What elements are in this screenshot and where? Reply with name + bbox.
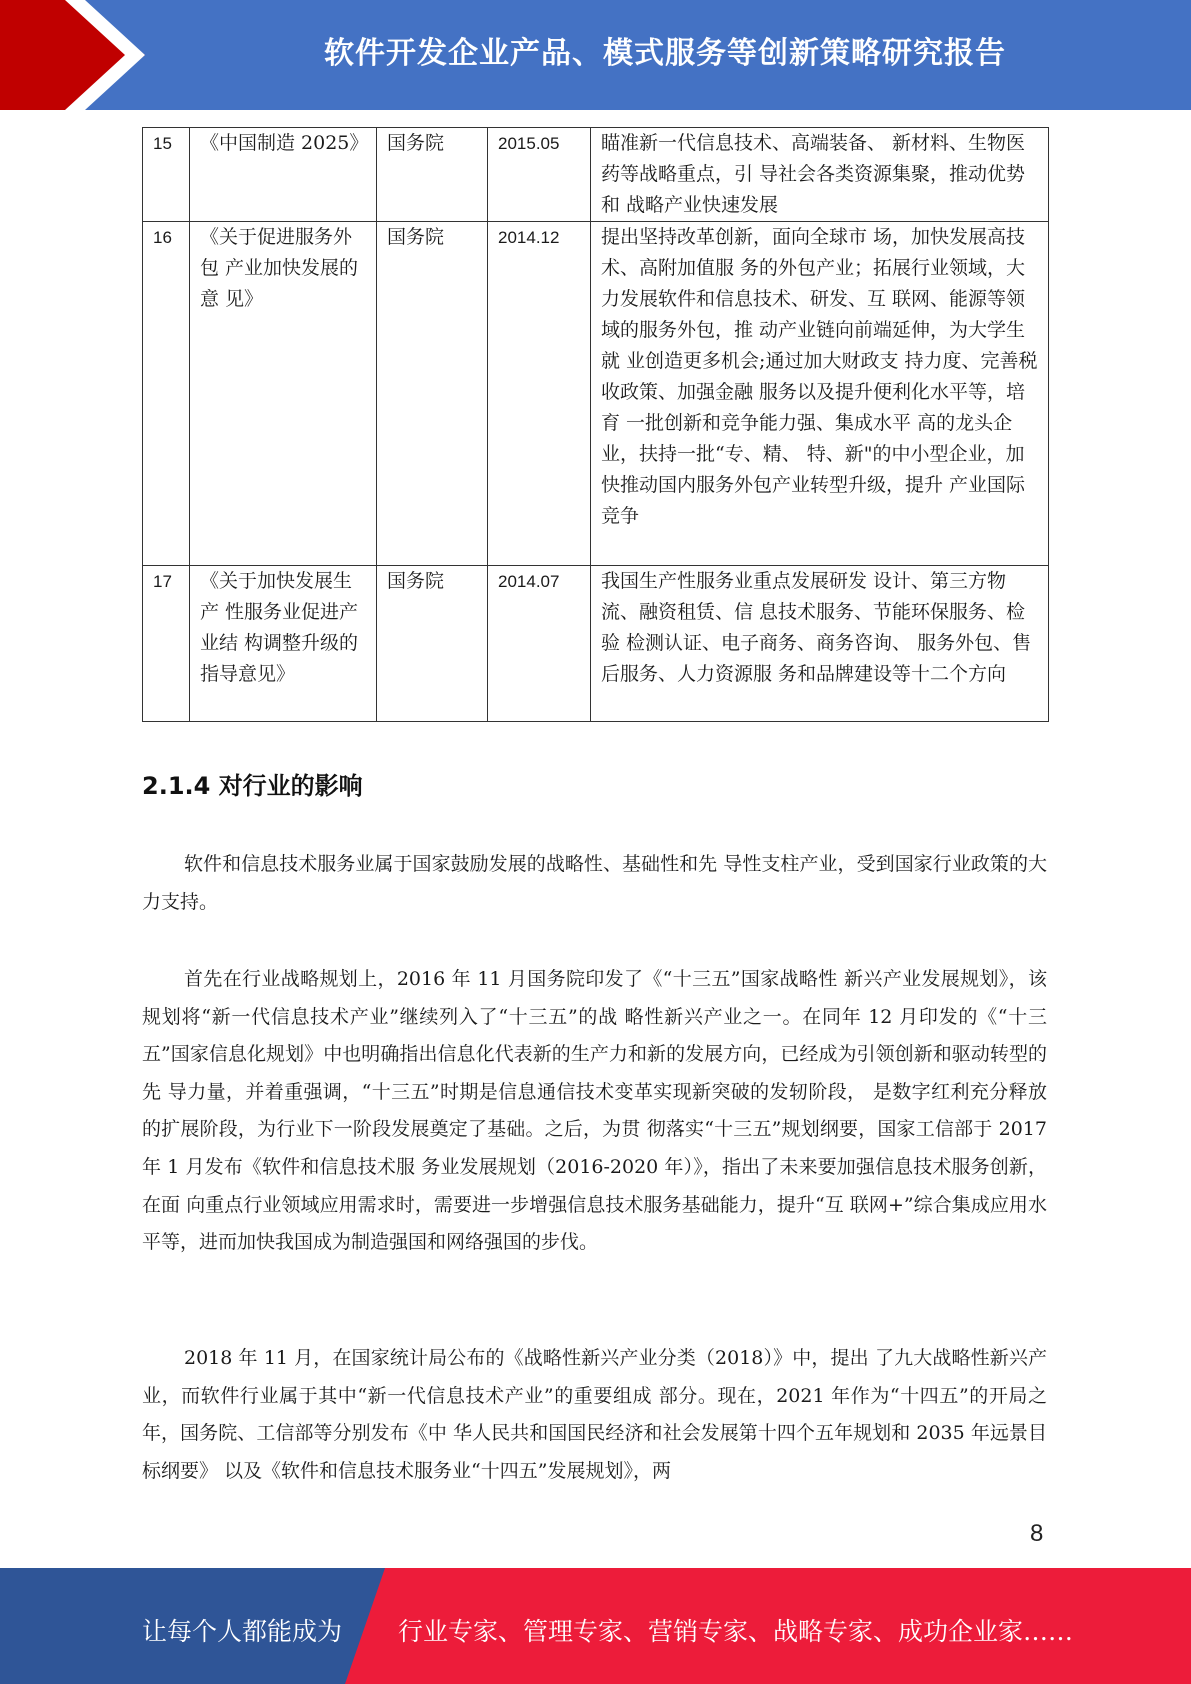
- row-number: 16: [143, 222, 190, 566]
- row-number: 15: [143, 128, 190, 222]
- policy-description: 提出坚持改革创新，面向全球市 场，加快发展高技术、高附加值服 务的外包产业；拓展行业领域，大 力发展软件和信息技术、研发、互 联网、能源等领域的服务外包，推 动产业链向前端延伸，为大学生就 业创造更多机会;通过加大财政支 持力度、完善税收政策、加强金融 服务以及提升便利化水平等，培育 一批创新和竞争能力强、集成水平 高的龙头企业，扶持一批“专、精、 特、新"的中小型企业，加快推动国内服务外包产业转型升级，提升 产业国际竞争: [591, 222, 1049, 566]
- issue-date: 2014.07: [488, 566, 591, 722]
- table-row: [143, 128, 1049, 222]
- body-paragraph: 首先在行业战略规划上，2016 年 11 月国务院印发了《“十三五”国家战略性 新兴产业发展规划》，该规划将“新一代信息技术产业”继续列入了“十三五”的战 略性新兴产业之一。在同年 12 月印发的《“十三五”国家信息化规划》中也明确指出信息化代表新的生产力和新的发展方向，已经成为引领创新和驱动转型的先 导力量，并着重强调，“十三五”时期是信息通信技术变革实现新突破的发轫阶段， 是数字红利充分释放的扩展阶段，为行业下一阶段发展奠定了基础。之后，为贯 彻落实“十三五”规划纲要，国家工信部于 2017 年 1 月发布《软件和信息技术服 务业发展规划（2016-2020 年）》，指出了未来要加强信息技术服务创新，在面 向重点行业领域应用需求时，需要进一步增强信息技术服务基础能力，提升“互 联网+”综合集成应用水平等，进而加快我国成为制造强国和网络强国的步伐。: [142, 968, 1047, 1254]
- issue-date: 2015.05: [488, 128, 591, 222]
- page-header: [0, 0, 1191, 110]
- footer-slogan-left: 让每个人都能成为: [142, 1617, 343, 1646]
- body-paragraph: 2018 年 11 月，在国家统计局公布的《战略性新兴产业分类（2018）》中，提出 了九大战略性新兴产业，而软件行业属于其中“新一代信息技术产业”的重要组成 部分。现在，2021 年作为“十四五”的开局之年，国务院、工信部等分别发布《中 华人民共和国国民经济和社会发展第十四个五年规划和 2035 年远景目标纲要》 以及《软件和信息技术服务业“十四五”发展规划》，两: [142, 1347, 1047, 1482]
- policy-table: [142, 127, 1049, 722]
- issuing-body: 国务院: [377, 566, 488, 722]
- policy-name: 《关于加快发展生产 性服务业促进产业结 构调整升级的指导意见》: [190, 566, 377, 722]
- issuing-body: 国务院: [377, 222, 488, 566]
- body-paragraph: 软件和信息技术服务业属于国家鼓励发展的战略性、基础性和先 导性支柱产业，受到国家行业政策的大力支持。: [142, 853, 1047, 913]
- issuing-body: 国务院: [377, 128, 488, 222]
- section-heading: 2.1.4 对行业的影响: [142, 772, 363, 800]
- page-number: 8: [1030, 1520, 1044, 1547]
- report-title: 软件开发企业产品、模式服务等创新策略研究报告: [324, 36, 1006, 71]
- footer-slogan-right: 行业专家、管理专家、营销专家、战略专家、成功企业家……: [398, 1617, 1074, 1646]
- header-chevron-icon: [60, 0, 160, 110]
- table-row: [143, 222, 1049, 566]
- issue-date: 2014.12: [488, 222, 591, 566]
- table-row: [143, 566, 1049, 722]
- policy-description: 瞄准新一代信息技术、高端装备、 新材料、生物医药等战略重点，引 导社会各类资源集聚，推动优势和 战略产业快速发展: [591, 128, 1049, 222]
- policy-description: 我国生产性服务业重点发展研发 设计、第三方物流、融资租赁、信 息技术服务、节能环保服务、检验 检测认证、电子商务、商务咨询、 服务外包、售后服务、人力资源服 务和品牌建设等十二个方向: [591, 566, 1049, 722]
- policy-name: 《中国制造 2025》: [190, 128, 377, 222]
- policy-name: 《关于促进服务外包 产业加快发展的意 见》: [190, 222, 377, 566]
- row-number: 17: [143, 566, 190, 722]
